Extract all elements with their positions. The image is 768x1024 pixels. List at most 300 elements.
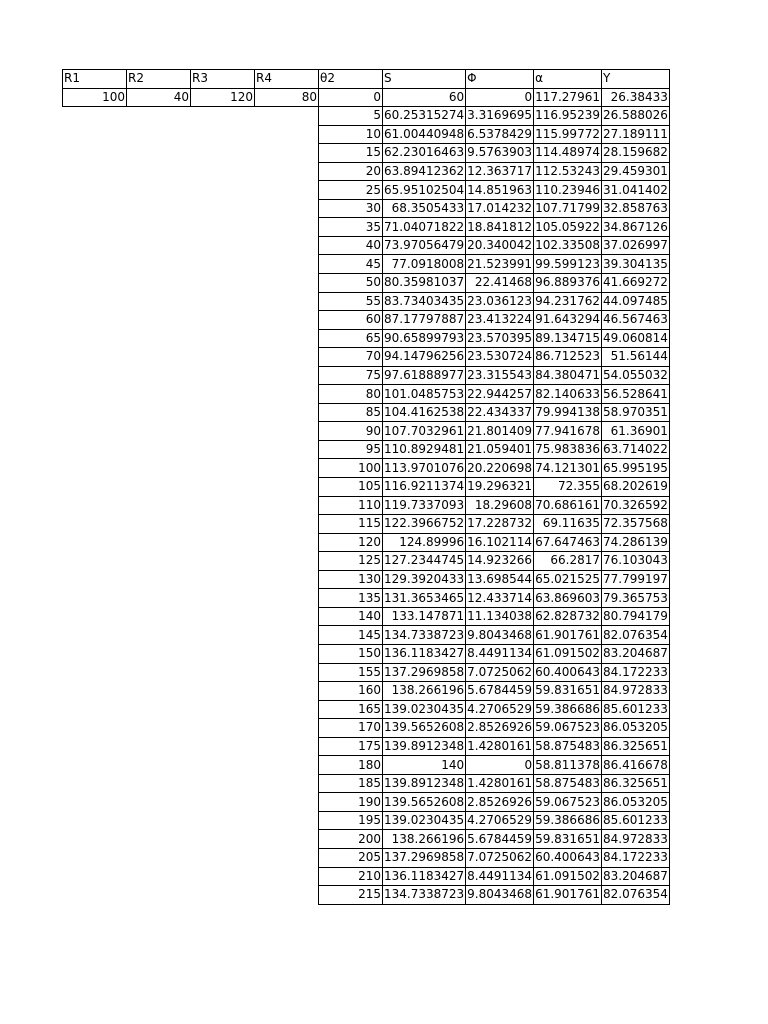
value-cell[interactable]: 17.014232 (466, 199, 534, 218)
value-cell[interactable]: 7.0725062 (466, 848, 534, 867)
value-cell[interactable]: 83.204687 (601, 644, 669, 663)
header-cell[interactable]: R3 (191, 70, 255, 89)
header-cell[interactable]: Υ (601, 70, 669, 89)
empty-cell (255, 292, 319, 311)
value-cell[interactable]: 21.523991 (466, 255, 534, 274)
value-cell[interactable]: 107.7032961 (383, 422, 466, 441)
value-cell[interactable]: 56.528641 (601, 385, 669, 404)
value-cell[interactable]: 29.459301 (601, 162, 669, 181)
value-cell[interactable]: 40 (319, 236, 383, 255)
param-cell[interactable]: 80 (255, 88, 319, 107)
value-cell[interactable]: 150 (319, 644, 383, 663)
empty-cell (127, 793, 191, 812)
value-cell[interactable]: 200 (319, 830, 383, 849)
value-cell[interactable]: 59.386686 (534, 700, 602, 719)
value-cell[interactable]: 39.304135 (601, 255, 669, 274)
empty-cell (255, 236, 319, 255)
empty-cell (191, 848, 255, 867)
value-cell[interactable]: 85.601233 (601, 811, 669, 830)
empty-cell (191, 440, 255, 459)
value-cell[interactable]: 71.04071822 (383, 218, 466, 237)
value-cell[interactable]: 7.0725062 (466, 663, 534, 682)
empty-cell (191, 886, 255, 905)
value-cell[interactable]: 20.220698 (466, 459, 534, 478)
value-cell[interactable]: 84.380471 (534, 366, 602, 385)
value-cell[interactable]: 86.325651 (601, 774, 669, 793)
value-cell[interactable]: 61.091502 (534, 867, 602, 886)
value-cell[interactable]: 23.530724 (466, 348, 534, 367)
empty-cell (63, 533, 127, 552)
value-cell[interactable]: 82.076354 (601, 886, 669, 905)
header-cell[interactable]: R2 (127, 70, 191, 89)
value-cell[interactable]: 83.73403435 (383, 292, 466, 311)
value-cell[interactable]: 23.413224 (466, 311, 534, 330)
value-cell[interactable]: 110 (319, 496, 383, 515)
value-cell[interactable]: 12.433714 (466, 589, 534, 608)
value-cell[interactable]: 133.147871 (383, 607, 466, 626)
value-cell[interactable]: 94.14796256 (383, 348, 466, 367)
value-cell[interactable]: 155 (319, 663, 383, 682)
value-cell[interactable]: 65 (319, 329, 383, 348)
value-cell[interactable]: 14.923266 (466, 552, 534, 571)
empty-cell (255, 403, 319, 422)
value-cell[interactable]: 62.828732 (534, 607, 602, 626)
value-cell[interactable]: 58.875483 (534, 737, 602, 756)
value-cell[interactable]: 75 (319, 366, 383, 385)
table-row (63, 478, 670, 497)
value-cell[interactable]: 18.841812 (466, 218, 534, 237)
header-cell[interactable]: R4 (255, 70, 319, 89)
empty-cell (191, 348, 255, 367)
value-cell[interactable]: 58.970351 (601, 403, 669, 422)
empty-cell (63, 867, 127, 886)
value-cell[interactable]: 22.41468 (466, 274, 534, 293)
value-cell[interactable]: 20 (319, 162, 383, 181)
empty-cell (127, 292, 191, 311)
value-cell[interactable]: 50 (319, 274, 383, 293)
value-cell[interactable]: 86.712523 (534, 348, 602, 367)
param-cell[interactable]: 40 (127, 88, 191, 107)
value-cell[interactable]: 85.601233 (601, 700, 669, 719)
value-cell[interactable]: 21.801409 (466, 422, 534, 441)
value-cell[interactable]: 105.05922 (534, 218, 602, 237)
value-cell[interactable]: 72.355 (534, 478, 602, 497)
value-cell[interactable]: 170 (319, 719, 383, 738)
value-cell[interactable]: 10 (319, 125, 383, 144)
value-cell[interactable]: 80.794179 (601, 607, 669, 626)
value-cell[interactable]: 139.0230435 (383, 700, 466, 719)
value-cell[interactable]: 65.021525 (534, 570, 602, 589)
empty-cell (127, 311, 191, 330)
value-cell[interactable]: 100 (319, 459, 383, 478)
value-cell[interactable]: 139.5652608 (383, 719, 466, 738)
param-cell[interactable]: 100 (63, 88, 127, 107)
value-cell[interactable]: 25 (319, 181, 383, 200)
value-cell[interactable]: 185 (319, 774, 383, 793)
value-cell[interactable]: 86.416678 (601, 756, 669, 775)
value-cell[interactable]: 115.99772 (534, 125, 602, 144)
value-cell[interactable]: 30 (319, 199, 383, 218)
empty-cell (191, 403, 255, 422)
value-cell[interactable]: 61.091502 (534, 644, 602, 663)
value-cell[interactable]: 59.067523 (534, 793, 602, 812)
value-cell[interactable]: 45 (319, 255, 383, 274)
value-cell[interactable]: 195 (319, 811, 383, 830)
empty-cell (127, 422, 191, 441)
table-row (63, 440, 670, 459)
value-cell[interactable]: 66.2817 (534, 552, 602, 571)
empty-cell (127, 144, 191, 163)
value-cell[interactable]: 140 (319, 607, 383, 626)
value-cell[interactable]: 80.35981037 (383, 274, 466, 293)
value-cell[interactable]: 75.983836 (534, 440, 602, 459)
empty-cell (191, 311, 255, 330)
empty-cell (127, 274, 191, 293)
value-cell[interactable]: 67.647463 (534, 533, 602, 552)
value-cell[interactable]: 32.858763 (601, 199, 669, 218)
value-cell[interactable]: 165 (319, 700, 383, 719)
header-cell[interactable]: α (534, 70, 602, 89)
table-row (63, 329, 670, 348)
value-cell[interactable]: 84.172233 (601, 663, 669, 682)
empty-cell (63, 756, 127, 775)
value-cell[interactable]: 190 (319, 793, 383, 812)
value-cell[interactable]: 61.901761 (534, 886, 602, 905)
value-cell[interactable]: 90 (319, 422, 383, 441)
table-row (63, 719, 670, 738)
value-cell[interactable]: 136.1183427 (383, 644, 466, 663)
empty-cell (127, 255, 191, 274)
value-cell[interactable]: 9.8043468 (466, 626, 534, 645)
value-cell[interactable]: 16.102114 (466, 533, 534, 552)
empty-cell (255, 255, 319, 274)
value-cell[interactable]: 77.941678 (534, 422, 602, 441)
value-cell[interactable]: 104.4162538 (383, 403, 466, 422)
empty-cell (255, 589, 319, 608)
value-cell[interactable]: 70 (319, 348, 383, 367)
value-cell[interactable]: 15 (319, 144, 383, 163)
table-row (63, 292, 670, 311)
table-row (63, 107, 670, 126)
value-cell[interactable]: 44.097485 (601, 292, 669, 311)
value-cell[interactable]: 4.2706529 (466, 811, 534, 830)
empty-cell (63, 218, 127, 237)
value-cell[interactable]: 131.3653465 (383, 589, 466, 608)
value-cell[interactable]: 87.17797887 (383, 311, 466, 330)
value-cell[interactable]: 112.53243 (534, 162, 602, 181)
value-cell[interactable]: 27.189111 (601, 125, 669, 144)
empty-cell (191, 199, 255, 218)
value-cell[interactable]: 4.2706529 (466, 700, 534, 719)
value-cell[interactable]: 3.3169695 (466, 107, 534, 126)
empty-cell (255, 478, 319, 497)
value-cell[interactable]: 58.811378 (534, 756, 602, 775)
value-cell[interactable]: 59.386686 (534, 811, 602, 830)
empty-cell (63, 329, 127, 348)
empty-cell (255, 570, 319, 589)
empty-cell (63, 886, 127, 905)
value-cell[interactable]: 145 (319, 626, 383, 645)
value-cell[interactable]: 60.25315274 (383, 107, 466, 126)
value-cell[interactable]: 22.434337 (466, 403, 534, 422)
value-cell[interactable]: 138.266196 (383, 682, 466, 701)
empty-cell (63, 607, 127, 626)
value-cell[interactable]: 74.286139 (601, 533, 669, 552)
value-cell[interactable]: 59.831651 (534, 682, 602, 701)
value-cell[interactable]: 63.869603 (534, 589, 602, 608)
empty-cell (191, 644, 255, 663)
header-cell[interactable]: θ2 (319, 70, 383, 89)
value-cell[interactable]: 210 (319, 867, 383, 886)
value-cell[interactable]: 137.2969858 (383, 848, 466, 867)
empty-cell (255, 329, 319, 348)
value-cell[interactable]: 127.2344745 (383, 552, 466, 571)
value-cell[interactable]: 97.61888977 (383, 366, 466, 385)
value-cell[interactable]: 139.0230435 (383, 811, 466, 830)
value-cell[interactable]: 102.33508 (534, 236, 602, 255)
empty-cell (255, 199, 319, 218)
value-cell[interactable]: 18.29608 (466, 496, 534, 515)
value-cell[interactable]: 65.995195 (601, 459, 669, 478)
value-cell[interactable]: 34.867126 (601, 218, 669, 237)
value-cell[interactable]: 205 (319, 848, 383, 867)
value-cell[interactable]: 19.296321 (466, 478, 534, 497)
value-cell[interactable]: 28.159682 (601, 144, 669, 163)
value-cell[interactable]: 74.121301 (534, 459, 602, 478)
value-cell[interactable]: 68.3505433 (383, 199, 466, 218)
table-row (63, 218, 670, 237)
value-cell[interactable]: 54.055032 (601, 366, 669, 385)
value-cell[interactable]: 76.103043 (601, 552, 669, 571)
value-cell[interactable]: 139.8912348 (383, 737, 466, 756)
empty-cell (63, 292, 127, 311)
empty-cell (255, 107, 319, 126)
empty-cell (127, 533, 191, 552)
value-cell[interactable]: 94.231762 (534, 292, 602, 311)
value-cell[interactable]: 20.340042 (466, 236, 534, 255)
value-cell[interactable]: 41.669272 (601, 274, 669, 293)
value-cell[interactable]: 84.972833 (601, 830, 669, 849)
value-cell[interactable]: 96.889376 (534, 274, 602, 293)
value-cell[interactable]: 134.7338723 (383, 626, 466, 645)
value-cell[interactable]: 136.1183427 (383, 867, 466, 886)
empty-cell (127, 663, 191, 682)
value-cell[interactable]: 8.4491134 (466, 867, 534, 886)
value-cell[interactable]: 1.4280161 (466, 774, 534, 793)
value-cell[interactable]: 215 (319, 886, 383, 905)
value-cell[interactable]: 69.11635 (534, 515, 602, 534)
value-cell[interactable]: 137.2969858 (383, 663, 466, 682)
value-cell[interactable]: 134.7338723 (383, 886, 466, 905)
value-cell[interactable]: 140 (383, 756, 466, 775)
value-cell[interactable]: 99.599123 (534, 255, 602, 274)
value-cell[interactable]: 62.23016463 (383, 144, 466, 163)
value-cell[interactable]: 83.204687 (601, 867, 669, 886)
value-cell[interactable]: 46.567463 (601, 311, 669, 330)
value-cell[interactable]: 110.23946 (534, 181, 602, 200)
header-cell[interactable]: Φ (466, 70, 534, 89)
empty-cell (191, 107, 255, 126)
value-cell[interactable]: 77.0918008 (383, 255, 466, 274)
value-cell[interactable]: 60 (319, 311, 383, 330)
value-cell[interactable]: 115 (319, 515, 383, 534)
value-cell[interactable]: 2.8526926 (466, 719, 534, 738)
value-cell[interactable]: 23.570395 (466, 329, 534, 348)
value-cell[interactable]: 84.172233 (601, 848, 669, 867)
table-row (63, 422, 670, 441)
value-cell[interactable]: 31.041402 (601, 181, 669, 200)
value-cell[interactable]: 0 (319, 88, 383, 107)
value-cell[interactable]: 117.27961 (534, 88, 602, 107)
value-cell[interactable]: 60.400643 (534, 663, 602, 682)
value-cell[interactable]: 113.9701076 (383, 459, 466, 478)
value-cell[interactable]: 138.266196 (383, 830, 466, 849)
empty-cell (63, 589, 127, 608)
table-row (63, 366, 670, 385)
table-row (63, 533, 670, 552)
value-cell[interactable]: 114.48974 (534, 144, 602, 163)
empty-cell (63, 274, 127, 293)
value-cell[interactable]: 86.053205 (601, 719, 669, 738)
value-cell[interactable]: 51.56144 (601, 348, 669, 367)
empty-cell (63, 162, 127, 181)
value-cell[interactable]: 160 (319, 682, 383, 701)
value-cell[interactable]: 110.8929481 (383, 440, 466, 459)
empty-cell (63, 811, 127, 830)
value-cell[interactable]: 55 (319, 292, 383, 311)
value-cell[interactable]: 0 (466, 756, 534, 775)
value-cell[interactable]: 80 (319, 385, 383, 404)
empty-cell (255, 774, 319, 793)
value-cell[interactable]: 61.36901 (601, 422, 669, 441)
value-cell[interactable]: 116.9211374 (383, 478, 466, 497)
value-cell[interactable]: 124.89996 (383, 533, 466, 552)
value-cell[interactable]: 72.357568 (601, 515, 669, 534)
value-cell[interactable]: 122.3966752 (383, 515, 466, 534)
value-cell[interactable]: 63.714022 (601, 440, 669, 459)
value-cell[interactable]: 84.972833 (601, 682, 669, 701)
empty-cell (255, 125, 319, 144)
empty-cell (127, 162, 191, 181)
value-cell[interactable]: 90.65899793 (383, 329, 466, 348)
value-cell[interactable]: 61.901761 (534, 626, 602, 645)
value-cell[interactable]: 86.053205 (601, 793, 669, 812)
value-cell[interactable]: 129.3920433 (383, 570, 466, 589)
value-cell[interactable]: 61.00440948 (383, 125, 466, 144)
value-cell[interactable]: 12.363717 (466, 162, 534, 181)
value-cell[interactable]: 21.059401 (466, 440, 534, 459)
value-cell[interactable]: 60 (383, 88, 466, 107)
value-cell[interactable]: 135 (319, 589, 383, 608)
value-cell[interactable]: 130 (319, 570, 383, 589)
value-cell[interactable]: 85 (319, 403, 383, 422)
value-cell[interactable]: 105 (319, 478, 383, 497)
empty-cell (191, 236, 255, 255)
value-cell[interactable]: 9.8043468 (466, 886, 534, 905)
value-cell[interactable]: 95 (319, 440, 383, 459)
empty-cell (191, 793, 255, 812)
value-cell[interactable]: 35 (319, 218, 383, 237)
value-cell[interactable]: 119.7337093 (383, 496, 466, 515)
value-cell[interactable]: 14.851963 (466, 181, 534, 200)
empty-cell (63, 366, 127, 385)
value-cell[interactable]: 22.944257 (466, 385, 534, 404)
value-cell[interactable]: 6.5378429 (466, 125, 534, 144)
value-cell[interactable]: 5.6784459 (466, 830, 534, 849)
value-cell[interactable]: 77.799197 (601, 570, 669, 589)
value-cell[interactable]: 107.71799 (534, 199, 602, 218)
value-cell[interactable]: 79.994138 (534, 403, 602, 422)
value-cell[interactable]: 70.686161 (534, 496, 602, 515)
value-cell[interactable]: 5 (319, 107, 383, 126)
empty-cell (255, 440, 319, 459)
value-cell[interactable]: 86.325651 (601, 737, 669, 756)
value-cell[interactable]: 49.060814 (601, 329, 669, 348)
value-cell[interactable]: 70.326592 (601, 496, 669, 515)
value-cell[interactable]: 26.588026 (601, 107, 669, 126)
value-cell[interactable]: 0 (466, 88, 534, 107)
empty-cell (127, 459, 191, 478)
value-cell[interactable]: 13.698544 (466, 570, 534, 589)
value-cell[interactable]: 9.5763903 (466, 144, 534, 163)
value-cell[interactable]: 23.315543 (466, 366, 534, 385)
value-cell[interactable]: 1.4280161 (466, 737, 534, 756)
value-cell[interactable]: 58.875483 (534, 774, 602, 793)
value-cell[interactable]: 79.365753 (601, 589, 669, 608)
empty-cell (191, 719, 255, 738)
value-cell[interactable]: 73.97056479 (383, 236, 466, 255)
value-cell[interactable]: 91.643294 (534, 311, 602, 330)
empty-cell (63, 774, 127, 793)
header-cell[interactable]: S (383, 70, 466, 89)
value-cell[interactable]: 37.026997 (601, 236, 669, 255)
value-cell[interactable]: 65.95102504 (383, 181, 466, 200)
value-cell[interactable]: 82.076354 (601, 626, 669, 645)
value-cell[interactable]: 116.95239 (534, 107, 602, 126)
value-cell[interactable]: 26.38433 (601, 88, 669, 107)
value-cell[interactable]: 101.0485753 (383, 385, 466, 404)
value-cell[interactable]: 63.89412362 (383, 162, 466, 181)
value-cell[interactable]: 125 (319, 552, 383, 571)
value-cell[interactable]: 5.6784459 (466, 682, 534, 701)
table-row (63, 682, 670, 701)
empty-cell (127, 626, 191, 645)
value-cell[interactable]: 120 (319, 533, 383, 552)
empty-cell (191, 867, 255, 886)
empty-cell (127, 867, 191, 886)
table-row (63, 663, 670, 682)
value-cell[interactable]: 139.8912348 (383, 774, 466, 793)
header-cell[interactable]: R1 (63, 70, 127, 89)
value-cell[interactable]: 59.831651 (534, 830, 602, 849)
empty-cell (191, 663, 255, 682)
value-cell[interactable]: 82.140633 (534, 385, 602, 404)
value-cell[interactable]: 11.134038 (466, 607, 534, 626)
value-cell[interactable]: 8.4491134 (466, 644, 534, 663)
value-cell[interactable]: 2.8526926 (466, 793, 534, 812)
value-cell[interactable]: 175 (319, 737, 383, 756)
value-cell[interactable]: 59.067523 (534, 719, 602, 738)
param-cell[interactable]: 120 (191, 88, 255, 107)
value-cell[interactable]: 139.5652608 (383, 793, 466, 812)
value-cell[interactable]: 23.036123 (466, 292, 534, 311)
value-cell[interactable]: 60.400643 (534, 848, 602, 867)
value-cell[interactable]: 180 (319, 756, 383, 775)
value-cell[interactable]: 89.134715 (534, 329, 602, 348)
value-cell[interactable]: 68.202619 (601, 478, 669, 497)
table-row (63, 589, 670, 608)
value-cell[interactable]: 17.228732 (466, 515, 534, 534)
